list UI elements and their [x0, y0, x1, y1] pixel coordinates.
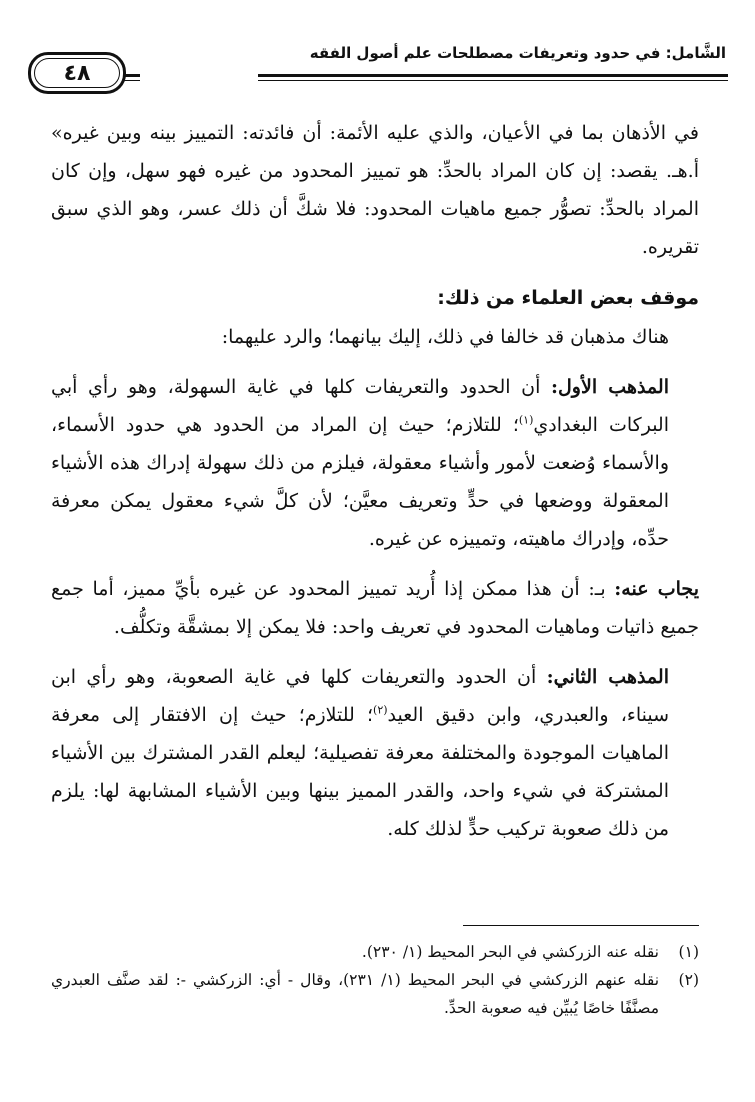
paragraph-second-school — [51, 658, 699, 848]
footnote-1 — [51, 938, 699, 966]
footnote-separator — [463, 925, 699, 926]
footnote-2 — [51, 966, 699, 1022]
second-school-label: المذهب الثاني: — [546, 666, 669, 688]
footnote-1-text: نقله عنه الزركشي في البحر المحيط (١/ ٢٣٠). — [361, 943, 659, 961]
paragraph-first-school — [51, 368, 699, 558]
running-title: الشَّامل: في حدود وتعريفات مصطلحات علم أصول الفقه — [309, 44, 726, 62]
footnote-1-number: (١) — [678, 943, 699, 961]
page-header — [28, 44, 728, 100]
first-school-label: المذهب الأول: — [550, 376, 669, 398]
reply-label: يجاب عنه: — [614, 578, 699, 600]
footnote-ref-2[interactable]: (٢) — [373, 703, 388, 717]
reply-text: بـ: أن هذا ممكن إذا أُريد تمييز المحدود عن غيره بأيِّ مميز، أما جمع جميع ذاتيات وماهيات المحدود في تعريف واحد: فلا يمكن إلا بمشقَّة وتكلُّف. — [51, 578, 699, 638]
footnote-ref-1[interactable]: (١) — [518, 413, 534, 427]
page-number: ٤٨ — [28, 52, 126, 94]
header-rule — [258, 74, 728, 77]
footnote-2-number: (٢) — [678, 971, 699, 989]
second-school-text-a: أن الحدود والتعريفات كلها في غاية الصعوبة، وهو رأي ابن سيناء، والعبدري، وابن دقيق العيد — [51, 666, 670, 726]
paragraph-2: هناك مذهبان قد خالفا في ذلك، إليك بيانهما؛ والرد عليهما: — [221, 326, 669, 348]
section-heading: موقف بعض العلماء من ذلك: — [437, 287, 699, 309]
footnotes — [51, 938, 699, 1022]
first-school-text-b: ؛ للتلازم؛ حيث إن المراد من الحدود هي حدود الأسماء، والأسماء وُضعت لأمور وأشياء معقولة، فيلزم من ذلك سهولة إدراك هذه الأشياء المعقولة ووضعها في حدٍّ وتعريف معيَّن؛ لأن كلَّ شيء معقول يمكن معرفة حدِّه، وإدراك ماهيته، وتمييزه عن غيره. — [51, 414, 669, 550]
paragraph-reply — [51, 570, 699, 646]
footnote-2-text: نقله عنهم الزركشي في البحر المحيط (١/ ٢٣١)، وقال - أي: الزركشي -: لقد صنَّف العبدري مصنَّفًا خاصًا يُبيِّن فيه صعوبة الحدِّ. — [51, 971, 660, 1017]
header-rule-thin — [258, 80, 728, 81]
second-school-text-b: ؛ للتلازم؛ حيث إن الافتقار إلى معرفة الماهيات الموجودة والمختلفة معرفة تفصيلية؛ ليعلم القدر المشترك بين الأشياء المشتركة في شيء واحد، والقدر المميز بينها وبين الأشياء المشابهة لها: يلزم من ذلك صعوبة تركيب حدٍّ لذلك كله. — [51, 704, 669, 840]
paragraph-1: في الأذهان بما في الأعيان، والذي عليه الأئمة: أن فائدته: التمييز بينه وبين غيره» أ.هـ. يقصد: إن كان المراد بالحدِّ: هو تمييز المحدود من غيره فهو سهل، وإن كان المراد بالحدِّ: تصوُّر جميع ماهيات المحدود: فلا شكَّ أن ذلك عسر، وهو الذي سبق تقريره. — [51, 122, 699, 258]
main-text — [51, 114, 699, 848]
first-school-text-a: أن الحدود والتعريفات كلها في غاية السهولة، وهو رأي أبي البركات البغدادي — [51, 376, 669, 436]
